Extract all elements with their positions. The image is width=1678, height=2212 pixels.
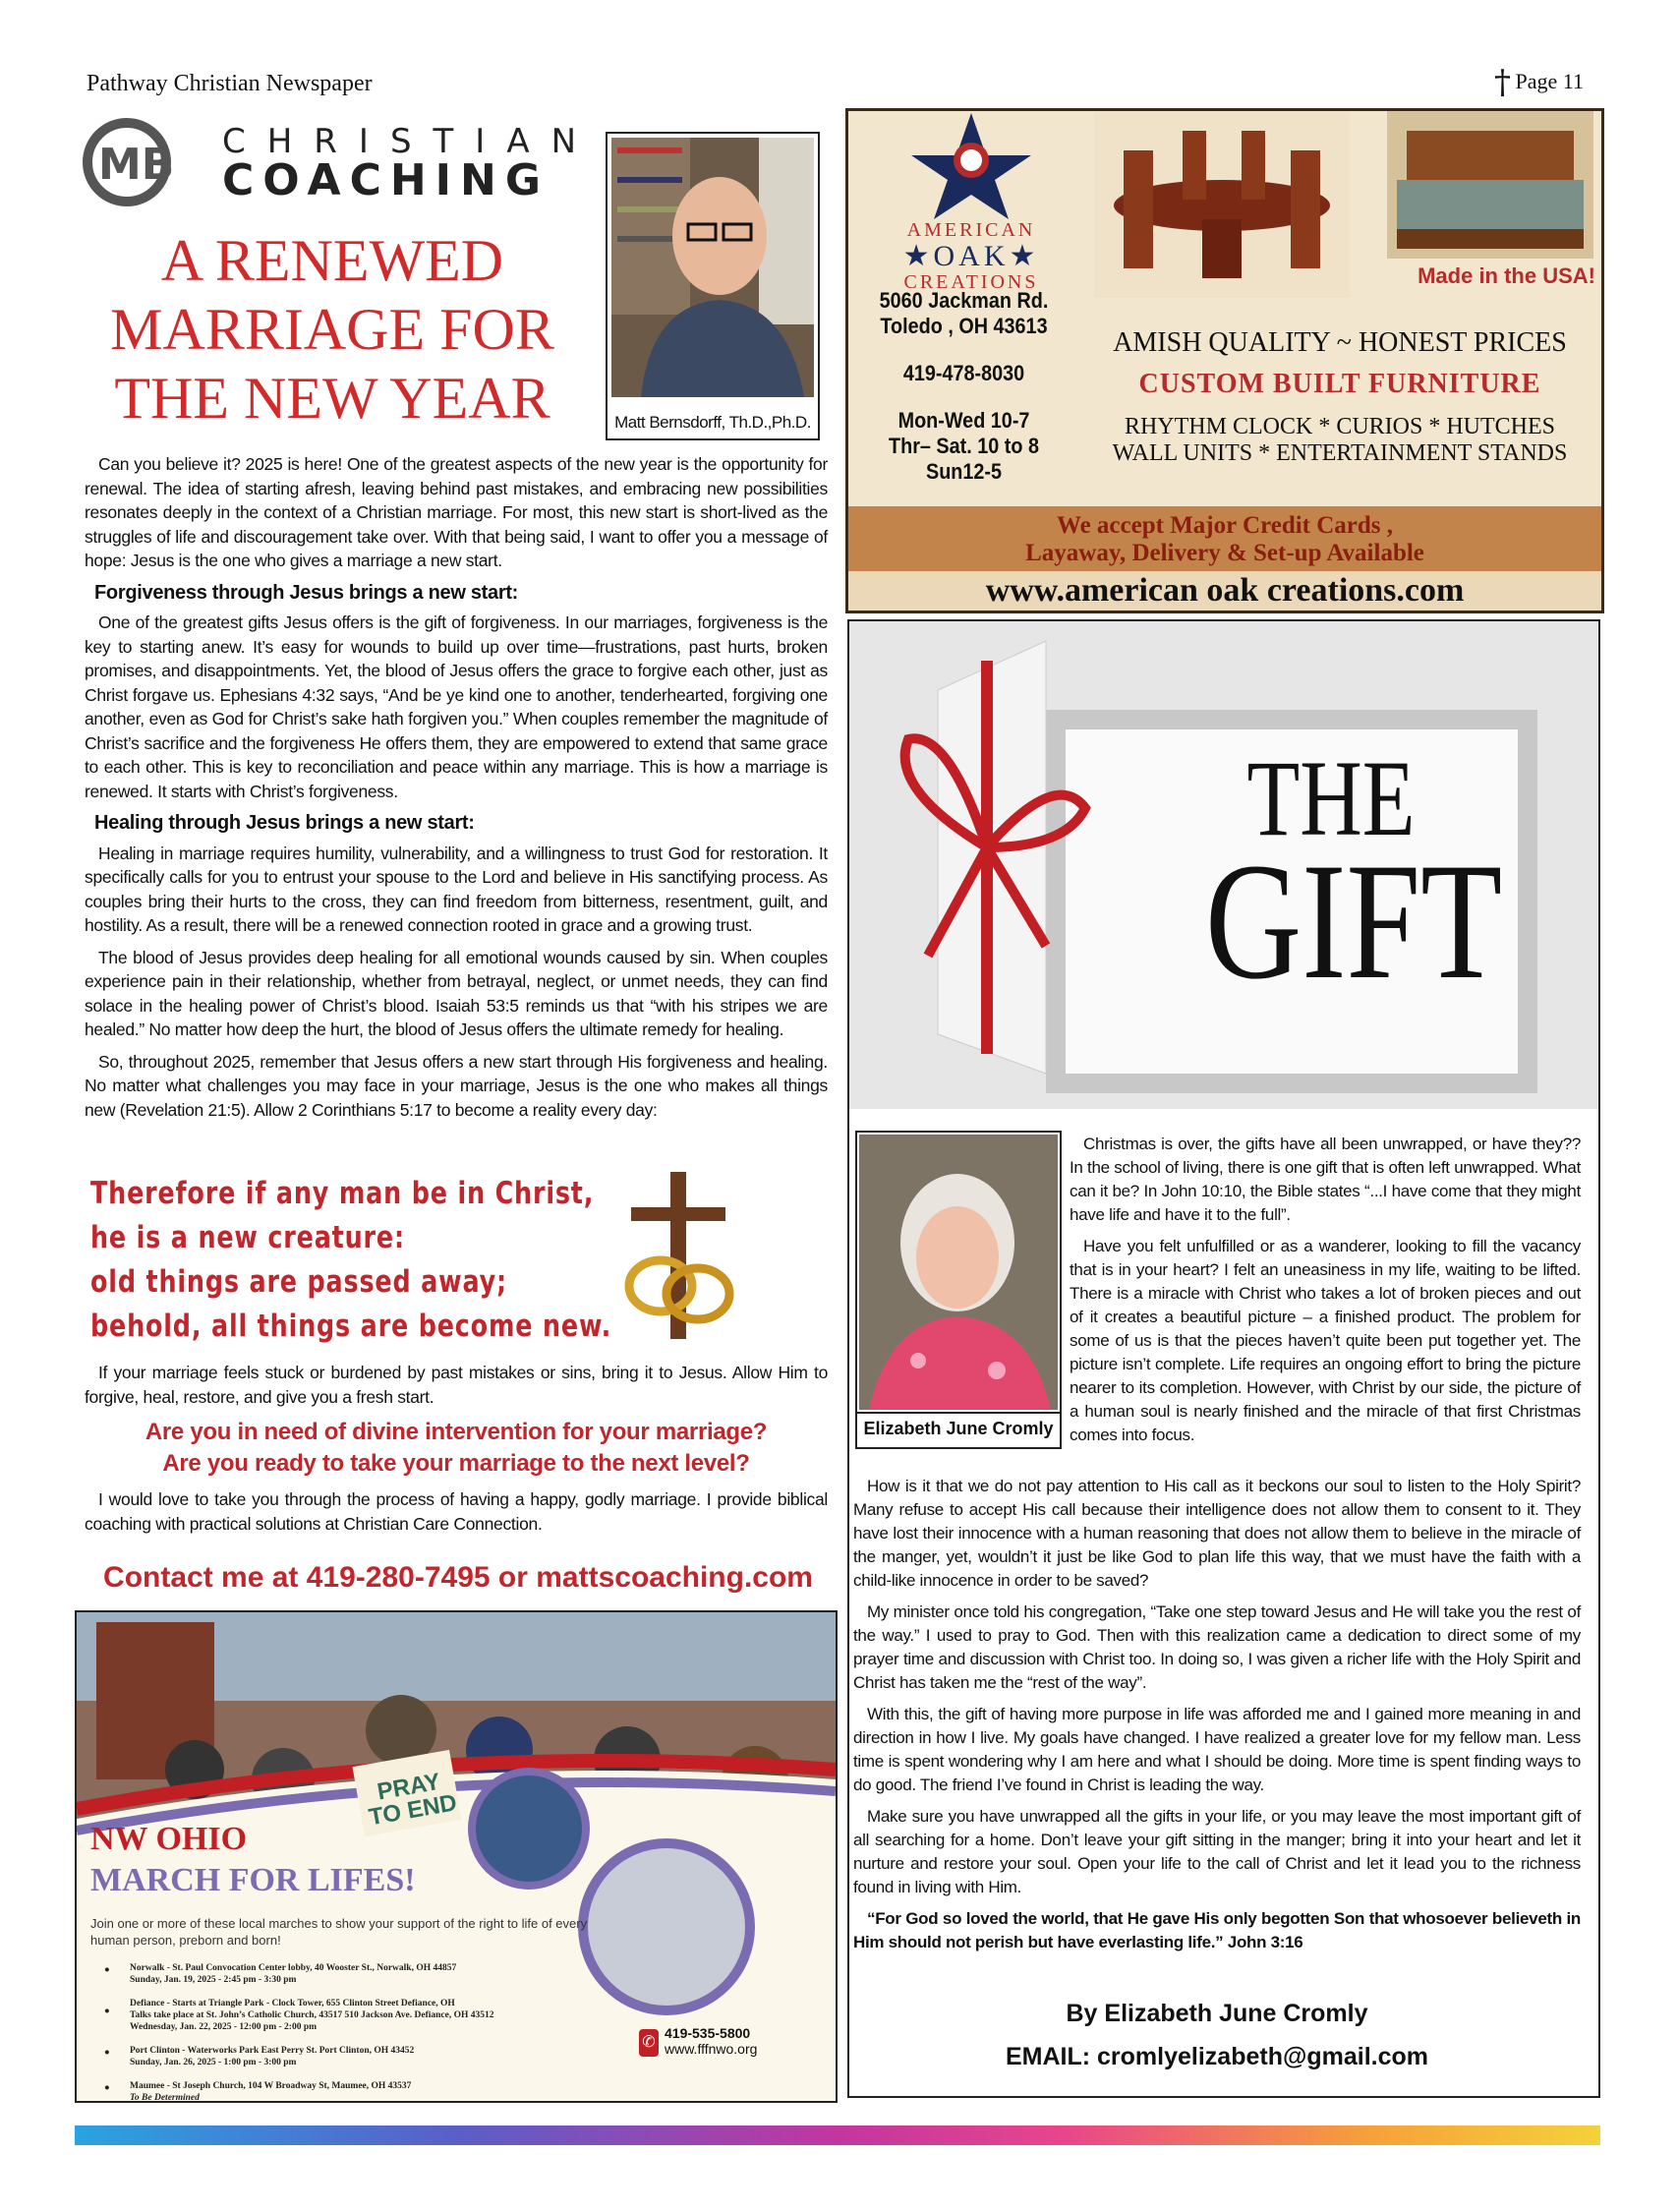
article-paragraph: I would love to take you through the process of having a happy, godly marriage. I provide biblical coaching with practical solutions at Christian Care Connection. [85,1489,828,1534]
article-paragraph: The blood of Jesus provides deep healing for all emotional wounds caused by sin. When couples experience pain in their relationship, whether from betrayal, neglect, or unmet needs, they can find solace in the healing power of Christ’s blood. Isaiah 53:5 reminds us that “with his stripes we are healed.” No matter how deep the hurt, the blood of Jesus offers the ultimate remedy for healing. [85,947,828,1039]
march-detail: Talks take place at St. John’s Catholic Church, 43517 510 Jackson Ave. Defiance, OH 43512 [130,2010,494,2020]
gift-byline: By Elizabeth June Cromly [1066,2000,1368,2027]
march-title-line-2: MARCH FOR LIFES! [90,1862,416,1898]
pray-to-end-sign: PRAY TO END [367,1768,459,1832]
ad-website-link[interactable]: www.american oak creations.com [848,571,1601,611]
headline-line: A RENEWED [160,228,504,293]
logo-line-1: CHRISTIAN [222,122,599,161]
march-detail: To Be Determined [130,2093,200,2103]
call-to-action-question: Are you ready to take your marriage to the next level? [162,1450,750,1477]
headline-line: MARRIAGE FOR [110,297,554,362]
article-paragraph: So, throughout 2025, remember that Jesus offers a new start through His forgiveness and healing. No matter what challenges you may face in your marriage, Jesus is the one who makes all things new (Revelation 21:5). Allow 2 Corinthians 5:17 to become a reality every day: [85,1051,828,1120]
march-location: Defiance - Starts at Triangle Park - Clock Tower, 655 Clinton Street Defiance, OH [130,1999,455,2008]
brand-line: AMERICAN [906,219,1036,241]
svg-text:MB: MB [98,140,175,190]
section-heading: Forgiveness through Jesus brings a new start: [94,581,519,604]
gift-title-line: GIFT [1205,829,1503,1014]
ad-taglines [1084,327,1595,467]
article-paragraph: My minister once told his congregation, “Take one step toward Jesus and He will take you the rest of the way.” I used to pray to God. Then with this realization came a dedication to direct some of my prayer time and discussion with Christ too. In doing so, I was given a richer life with the Holy Spirit and Christ has taken me the “rest of the way”. [853,1602,1581,1692]
hours-line: Sun12-5 [925,459,1003,484]
article-paragraph: Can you believe it? 2025 is here! One of the greatest aspects of the new year is the opportunity for renewal. The idea of starting afresh, leaving behind past mistakes, and embracing new possibilities resonates deeply in the context of a Christian marriage. For most, this new start is short-lived as the struggles of life and discouragement take over. With that being said, I want to offer you a message of hope: Jesus is the one who gives a marriage a new start. [85,454,828,570]
credit-line: We accept Major Credit Cards , [1056,512,1394,539]
gift-illustration [849,621,1598,1109]
bullet-icon: ● [104,2007,110,2016]
star-logo-icon [907,111,1035,219]
march-list [90,1962,602,2103]
article-paragraph: Healing in marriage requires humility, vulnerability, and a willingness to trust God for restoration. It specifically calls for you to entrust your spouse to the Lord and believe in His sanctifying process. As couples bring their hurts to the cross, they can find freedom from bitterness, resentment, guilt, and hostility. As a result, there will be a renewed connection rooted in grace and a growing trust. [85,843,828,935]
verse-line: he is a new creature: [90,1220,405,1255]
coaching-logo-icon [83,118,210,206]
bullet-icon: ● [104,1965,110,1975]
march-list-item [90,2045,602,2068]
coaching-logo-text [222,124,598,203]
oak-brand [878,219,1065,294]
march-list-item [90,1998,602,2033]
tagline: WALL UNITS * ENTERTAINMENT STANDS [1112,440,1568,466]
article-paragraph: Have you felt unfulfilled or as a wanderer, looking to fill the vacancy that is in your heart? I felt an uneasiness in my life, waiting to be lifted. There is a miracle with Christ who takes a lot of broken pieces and out of it creates a beautiful picture – a finished product. The problem for some of us is that the pieces haven’t quite been put together yet. The picture isn’t complete. Life requires an ongoing effort to bring the picture nearer to its completion. However, with Christ by our side, the picture of a human soul is nearly finished and the miracle of that first Christmas comes into focus. [1070,1237,1581,1444]
author-portrait-image [611,138,814,397]
store-phone: 419-478-8030 [902,361,1025,385]
bullet-icon: ● [104,2083,110,2093]
newspaper-title: Pathway Christian Newspaper [87,71,373,96]
march-detail: Sunday, Jan. 26, 2025 - 1:00 pm - 3:00 pm [130,2058,297,2067]
article-headline [87,226,578,433]
article-paragraph: Make sure you have unwrapped all the gifts in your life, or you may leave the most important gift of all searching for a home. Don’t leave your gift sitting in the manger; bring it into your heart and let it nurture and restore your soul. Open your life to the call of Christ and let it lead you to the richness found in living with Him. [853,1807,1581,1896]
gift-email[interactable]: EMAIL: cromlyelizabeth@gmail.com [1005,2043,1429,2070]
address-line: Toledo , OH 43613 [880,314,1048,338]
brand-line: CREATIONS [903,271,1039,293]
march-for-life-advertisement [75,1610,838,2103]
article-body-top [85,452,828,1130]
verse-line: old things are passed away; [90,1264,508,1300]
contact-line[interactable]: Contact me at 419-280-7495 or mattscoaching.com [103,1561,813,1594]
article-body-bottom [85,1361,828,1543]
cross-icon: † [1494,63,1511,102]
store-info [869,288,1060,485]
march-list-item [90,2080,602,2103]
article-paragraph: How is it that we do not pay attention to His call as it beckons our soul to listen to the Holy Spirit? Many refuse to accept His call because their intelligence does not allow them to consent to it. They have lost their innocence with a human reasoning that does not allow them to believe in the miracle of the manger, yet, wouldn’t it just be like God to plan life this way, that we must have the faith with a child-like innocence in order to be saved? [853,1477,1581,1590]
march-detail: Sunday, Jan. 19, 2025 - 2:45 pm - 3:30 pm [130,1975,297,1985]
address-line: 5060 Jackman Rd. [879,288,1049,313]
article-paragraph: Christmas is over, the gifts have all been unwrapped, or have they?? In the school of living, there is one gift that is often left unwrapped. What can it be? In John 10:10, the Bible states “...I have come that they might have life and have it to the full”. [1070,1135,1581,1224]
gift-body-top [1070,1133,1581,1455]
march-website[interactable]: www.fffnwo.org [665,2041,758,2057]
article-paragraph: With this, the gift of having more purpose in life was afforded me and I gained more meaning in and direction in how I live. My goals have changed. I have realized a greater love for my fellow man. Less time is spent wondering why I am here and what I should be doing. More time is spent finding ways to do good. The friend I’ve found in Christ is leading the way. [853,1705,1581,1794]
author-photo-caption: Matt Bernsdorff, Th.D.,Ph.D. [614,413,811,432]
march-location: Maumee - St Joseph Church, 104 W Broadway St, Maumee, OH 43537 [130,2081,412,2091]
march-list-item [90,1962,602,1986]
section-heading: Healing through Jesus brings a new start: [94,812,475,834]
article-paragraph: One of the greatest gifts Jesus offers is the gift of forgiveness. In our marriages, forgiveness is the key to starting anew. It’s easy for wounds to build up over time—frustrations, past hurts, broken promises, and disappointments. Yet, the blood of Jesus offers the grace to forgive each other, just as Christ forgave us. Ephesians 4:32 says, “And be ye kind one to another, tenderhearted, forgiving one another, even as God for Christ’s sake hath forgiven you.” When couples remember the magnitude of Christ’s sacrifice and the forgiveness He offers them, they are empowered to extend that same grace to each other. This is key to reconciliation and peace within any marriage. This is how a marriage is renewed. It starts with Christ’s forgiveness. [85,612,828,801]
bedroom-set-image [1387,111,1593,259]
headline-line: THE NEW YEAR [114,366,550,431]
gift-title [1205,738,1503,1014]
march-intro: Join one or more of these local marches to show your support of the right to life of every human person, preborn and born! [90,1916,588,1948]
elizabeth-portrait-image [859,1135,1058,1410]
bullet-icon: ● [104,2048,110,2058]
scripture-quote: “For God so loved the world, that He gave His only begotten Son that whosoever believeth in Him should not perish but have everlasting life.” John 3:16 [853,1909,1581,1951]
march-phone: 419-535-5800 [665,2025,751,2041]
elizabeth-caption: Elizabeth June Cromly [857,1412,1060,1443]
scripture-verse [90,1172,611,1349]
call-to-action-question: Are you in need of divine intervention for your marriage? [145,1419,768,1445]
dining-set-image [1094,111,1350,298]
wood-banner [848,506,1601,611]
march-detail: Wednesday, Jan. 22, 2025 - 12:00 pm - 2:00 pm [130,2022,318,2032]
march-contact [642,2025,812,2057]
logo-line-2: COACHING [222,155,550,205]
cross-rings-icon [609,1168,747,1345]
tagline: CUSTOM BUILT FURNITURE [1138,369,1541,399]
gift-body-bottom [853,1475,1581,1962]
hours-line: Mon-Wed 10-7 [897,408,1030,433]
hours-line: Thr– Sat. 10 to 8 [889,434,1039,458]
brand-line: ★OAK★ [902,240,1040,272]
march-location: Norwalk - St. Paul Convocation Center lobby, 40 Wooster St., Norwalk, OH 44857 [130,1963,457,1973]
tagline: AMISH QUALITY ~ HONEST PRICES [1113,327,1567,358]
tagline: RHYTHM CLOCK * CURIOS * HUTCHES [1124,414,1556,439]
credit-line: Layaway, Delivery & Set-up Available [1025,540,1424,566]
march-location: Port Clinton - Waterworks Park East Perry St. Port Clinton, OH 43452 [130,2046,415,2056]
article-paragraph: If your marriage feels stuck or burdened by past mistakes or sins, bring it to Jesus. Allow Him to forgive, heal, restore, and give you a fresh start. [85,1363,828,1407]
author-photo [606,132,820,440]
verse-line: Therefore if any man be in Christ, [90,1176,595,1211]
footer-color-bar [75,2125,1600,2145]
phone-icon: ✆ [639,2029,659,2057]
made-in-usa: Made in the USA! [1418,263,1595,288]
page-number: Page 11 [1515,69,1584,93]
march-title-line-1: NW OHIO [90,1821,248,1857]
furniture-advertisement [845,108,1604,613]
author-photo-elizabeth [855,1131,1062,1449]
gift-title-line: THE [1246,738,1416,858]
verse-line: behold, all things are become new. [90,1309,612,1344]
